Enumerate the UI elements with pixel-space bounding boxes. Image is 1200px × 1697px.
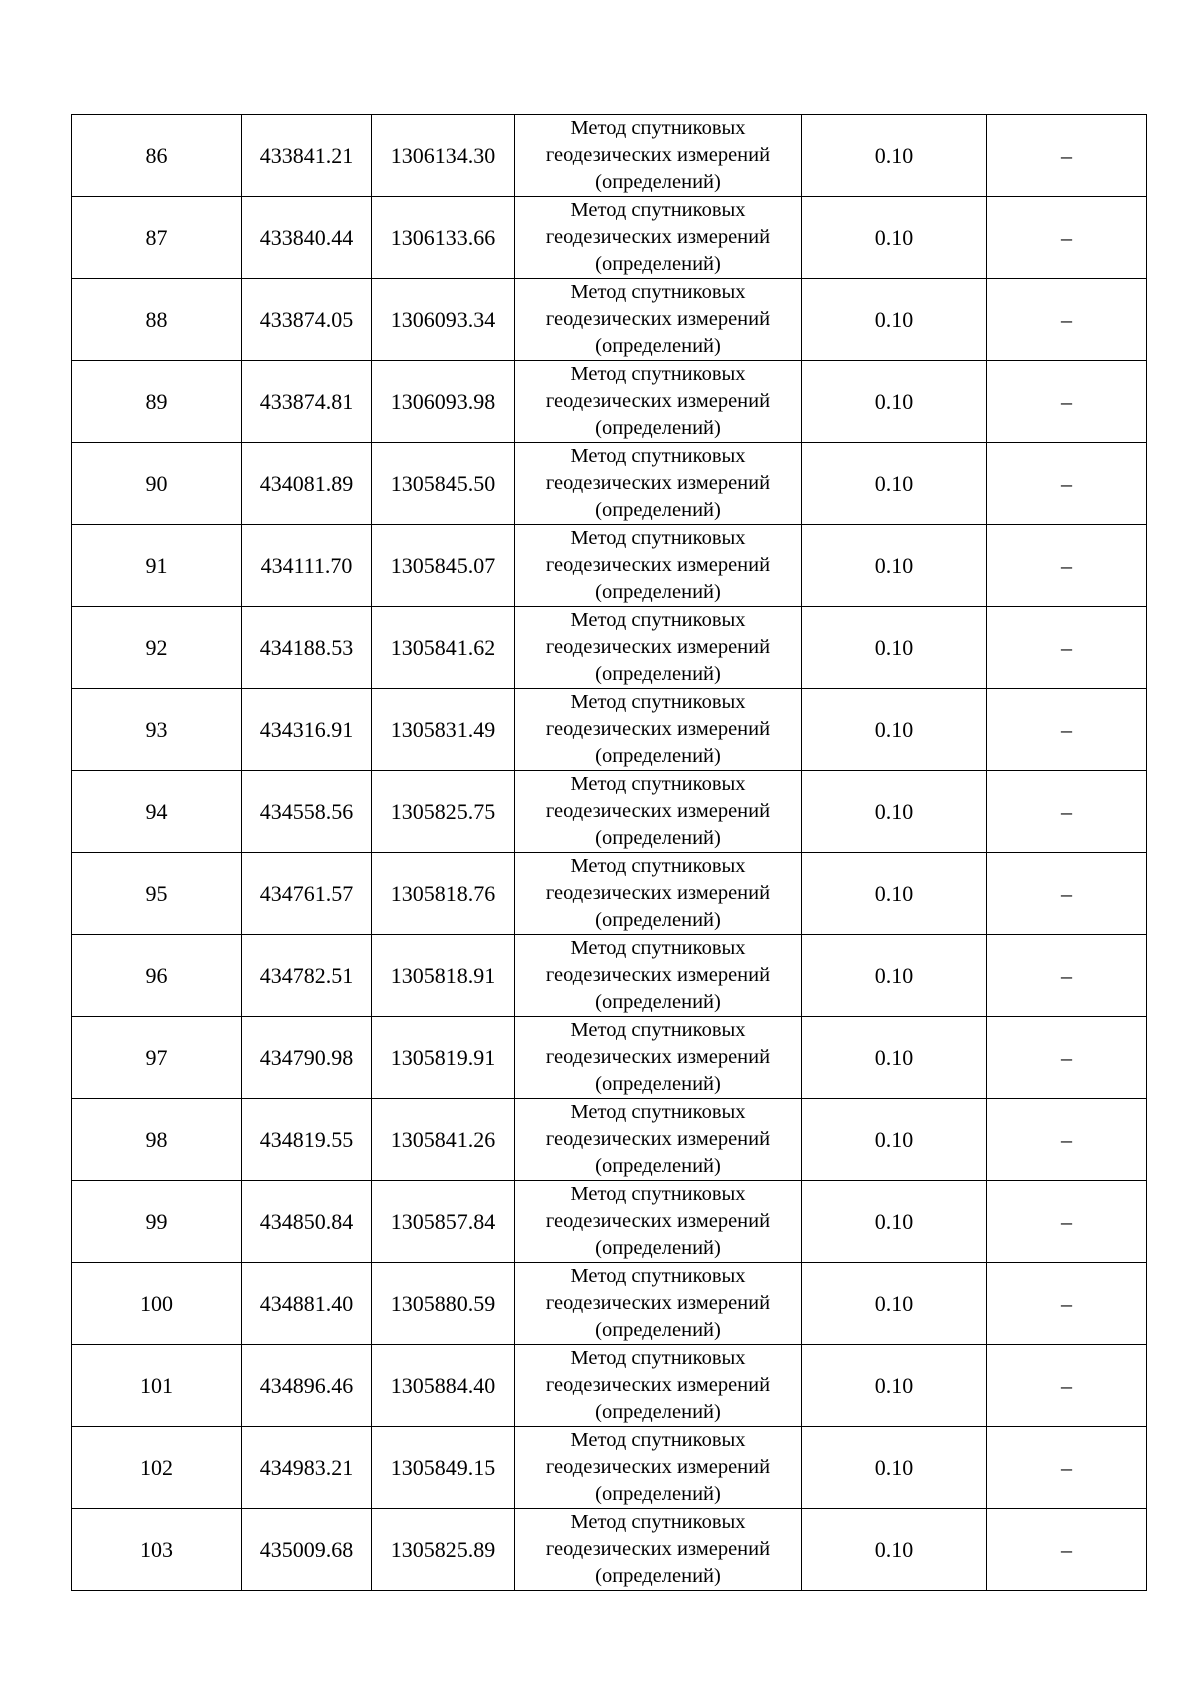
method-cell <box>515 1181 802 1263</box>
table-row <box>72 1017 1147 1099</box>
method-cell <box>515 689 802 771</box>
table-row <box>72 1181 1147 1263</box>
method-line: геодезических измерений <box>545 964 771 986</box>
note-cell: – <box>987 279 1147 361</box>
x-coordinate-cell: 434850.84 <box>242 1181 372 1263</box>
x-coordinate-cell: 434081.89 <box>242 443 372 525</box>
method-line: Метод спутниковых <box>570 1183 746 1205</box>
method-line: геодезических измерений <box>545 390 771 412</box>
x-coordinate-cell: 434896.46 <box>242 1345 372 1427</box>
table-row <box>72 689 1147 771</box>
method-line: (определений) <box>595 1565 721 1587</box>
point-number-cell: 102 <box>72 1427 242 1509</box>
method-line: Метод спутниковых <box>570 937 746 959</box>
note-cell: – <box>987 525 1147 607</box>
method-line: геодезических измерений <box>545 1374 771 1396</box>
note-cell: – <box>987 1345 1147 1427</box>
note-cell: – <box>987 361 1147 443</box>
table-row <box>72 197 1147 279</box>
method-line: (определений) <box>595 1319 721 1341</box>
y-coordinate-cell: 1306133.66 <box>372 197 515 279</box>
table-row <box>72 279 1147 361</box>
method-line: Метод спутниковых <box>570 1101 746 1123</box>
note-cell: – <box>987 1181 1147 1263</box>
method-line: (определений) <box>595 417 721 439</box>
accuracy-cell: 0.10 <box>802 1345 987 1427</box>
method-cell <box>515 1509 802 1591</box>
point-number-cell: 90 <box>72 443 242 525</box>
method-line: геодезических измерений <box>545 144 771 166</box>
method-cell <box>515 1345 802 1427</box>
table-row <box>72 115 1147 197</box>
method-line: Метод спутниковых <box>570 281 746 303</box>
method-line: Метод спутниковых <box>570 773 746 795</box>
accuracy-cell: 0.10 <box>802 689 987 771</box>
method-cell <box>515 935 802 1017</box>
table-row <box>72 1427 1147 1509</box>
point-number-cell: 94 <box>72 771 242 853</box>
y-coordinate-cell: 1305818.91 <box>372 935 515 1017</box>
y-coordinate-cell: 1305841.26 <box>372 1099 515 1181</box>
note-cell: – <box>987 443 1147 525</box>
point-number-cell: 96 <box>72 935 242 1017</box>
accuracy-cell: 0.10 <box>802 853 987 935</box>
accuracy-cell: 0.10 <box>802 279 987 361</box>
table-row <box>72 935 1147 1017</box>
table-row <box>72 607 1147 689</box>
y-coordinate-cell: 1306134.30 <box>372 115 515 197</box>
y-coordinate-cell: 1305825.89 <box>372 1509 515 1591</box>
y-coordinate-cell: 1305825.75 <box>372 771 515 853</box>
method-line: Метод спутниковых <box>570 199 746 221</box>
note-cell: – <box>987 607 1147 689</box>
table-row <box>72 1263 1147 1345</box>
note-cell: – <box>987 1099 1147 1181</box>
y-coordinate-cell: 1305819.91 <box>372 1017 515 1099</box>
method-line: Метод спутниковых <box>570 1347 746 1369</box>
point-number-cell: 99 <box>72 1181 242 1263</box>
method-line: (определений) <box>595 1401 721 1423</box>
method-cell <box>515 1017 802 1099</box>
method-line: геодезических измерений <box>545 554 771 576</box>
accuracy-cell: 0.10 <box>802 115 987 197</box>
y-coordinate-cell: 1306093.34 <box>372 279 515 361</box>
method-line: геодезических измерений <box>545 1210 771 1232</box>
method-line: геодезических измерений <box>545 308 771 330</box>
method-line: (определений) <box>595 663 721 685</box>
note-cell: – <box>987 771 1147 853</box>
x-coordinate-cell: 435009.68 <box>242 1509 372 1591</box>
point-number-cell: 98 <box>72 1099 242 1181</box>
y-coordinate-cell: 1305831.49 <box>372 689 515 771</box>
note-cell: – <box>987 1263 1147 1345</box>
method-line: геодезических измерений <box>545 800 771 822</box>
method-line: (определений) <box>595 745 721 767</box>
method-line: геодезических измерений <box>545 1046 771 1068</box>
point-number-cell: 91 <box>72 525 242 607</box>
note-cell: – <box>987 935 1147 1017</box>
accuracy-cell: 0.10 <box>802 935 987 1017</box>
table-row <box>72 853 1147 935</box>
method-line: (определений) <box>595 1237 721 1259</box>
note-cell: – <box>987 689 1147 771</box>
method-cell <box>515 443 802 525</box>
note-cell: – <box>987 1509 1147 1591</box>
point-number-cell: 86 <box>72 115 242 197</box>
x-coordinate-cell: 434558.56 <box>242 771 372 853</box>
x-coordinate-cell: 434761.57 <box>242 853 372 935</box>
method-line: геодезических измерений <box>545 1292 771 1314</box>
method-line: Метод спутниковых <box>570 117 746 139</box>
x-coordinate-cell: 433841.21 <box>242 115 372 197</box>
method-line: геодезических измерений <box>545 636 771 658</box>
accuracy-cell: 0.10 <box>802 1181 987 1263</box>
method-line: (определений) <box>595 1155 721 1177</box>
y-coordinate-cell: 1305849.15 <box>372 1427 515 1509</box>
note-cell: – <box>987 197 1147 279</box>
x-coordinate-cell: 434188.53 <box>242 607 372 689</box>
accuracy-cell: 0.10 <box>802 1099 987 1181</box>
y-coordinate-cell: 1305884.40 <box>372 1345 515 1427</box>
point-number-cell: 97 <box>72 1017 242 1099</box>
note-cell: – <box>987 853 1147 935</box>
x-coordinate-cell: 434111.70 <box>242 525 372 607</box>
x-coordinate-cell: 434983.21 <box>242 1427 372 1509</box>
table-row <box>72 771 1147 853</box>
method-line: Метод спутниковых <box>570 445 746 467</box>
method-line: (определений) <box>595 335 721 357</box>
method-cell <box>515 361 802 443</box>
note-cell: – <box>987 1017 1147 1099</box>
method-cell <box>515 607 802 689</box>
coordinates-table <box>71 114 1147 1591</box>
y-coordinate-cell: 1305880.59 <box>372 1263 515 1345</box>
note-cell: – <box>987 115 1147 197</box>
method-line: Метод спутниковых <box>570 527 746 549</box>
method-line: Метод спутниковых <box>570 609 746 631</box>
method-line: геодезических измерений <box>545 718 771 740</box>
method-line: геодезических измерений <box>545 1538 771 1560</box>
point-number-cell: 101 <box>72 1345 242 1427</box>
method-line: Метод спутниковых <box>570 1019 746 1041</box>
method-line: (определений) <box>595 1483 721 1505</box>
method-line: Метод спутниковых <box>570 855 746 877</box>
method-cell <box>515 1427 802 1509</box>
method-line: геодезических измерений <box>545 1128 771 1150</box>
table-row <box>72 1099 1147 1181</box>
method-line: геодезических измерений <box>545 1456 771 1478</box>
point-number-cell: 88 <box>72 279 242 361</box>
method-line: (определений) <box>595 171 721 193</box>
method-cell <box>515 771 802 853</box>
accuracy-cell: 0.10 <box>802 1427 987 1509</box>
table-row <box>72 361 1147 443</box>
method-cell <box>515 279 802 361</box>
x-coordinate-cell: 433840.44 <box>242 197 372 279</box>
table-row <box>72 443 1147 525</box>
point-number-cell: 93 <box>72 689 242 771</box>
accuracy-cell: 0.10 <box>802 443 987 525</box>
method-line: Метод спутниковых <box>570 691 746 713</box>
y-coordinate-cell: 1305845.07 <box>372 525 515 607</box>
method-line: (определений) <box>595 909 721 931</box>
point-number-cell: 95 <box>72 853 242 935</box>
y-coordinate-cell: 1305845.50 <box>372 443 515 525</box>
table-row <box>72 1509 1147 1591</box>
table-row <box>72 525 1147 607</box>
accuracy-cell: 0.10 <box>802 361 987 443</box>
accuracy-cell: 0.10 <box>802 197 987 279</box>
x-coordinate-cell: 434881.40 <box>242 1263 372 1345</box>
y-coordinate-cell: 1305857.84 <box>372 1181 515 1263</box>
method-line: Метод спутниковых <box>570 1265 746 1287</box>
method-line: геодезических измерений <box>545 882 771 904</box>
method-cell <box>515 115 802 197</box>
accuracy-cell: 0.10 <box>802 771 987 853</box>
method-line: Метод спутниковых <box>570 363 746 385</box>
table-row <box>72 1345 1147 1427</box>
accuracy-cell: 0.10 <box>802 1263 987 1345</box>
method-line: Метод спутниковых <box>570 1511 746 1533</box>
method-cell <box>515 1263 802 1345</box>
accuracy-cell: 0.10 <box>802 1017 987 1099</box>
x-coordinate-cell: 434790.98 <box>242 1017 372 1099</box>
accuracy-cell: 0.10 <box>802 607 987 689</box>
y-coordinate-cell: 1305818.76 <box>372 853 515 935</box>
x-coordinate-cell: 434316.91 <box>242 689 372 771</box>
note-cell: – <box>987 1427 1147 1509</box>
point-number-cell: 87 <box>72 197 242 279</box>
x-coordinate-cell: 434819.55 <box>242 1099 372 1181</box>
x-coordinate-cell: 433874.05 <box>242 279 372 361</box>
accuracy-cell: 0.10 <box>802 525 987 607</box>
coordinates-table-body <box>72 115 1147 1591</box>
y-coordinate-cell: 1305841.62 <box>372 607 515 689</box>
method-line: (определений) <box>595 581 721 603</box>
point-number-cell: 103 <box>72 1509 242 1591</box>
method-line: (определений) <box>595 1073 721 1095</box>
method-cell <box>515 525 802 607</box>
method-cell <box>515 853 802 935</box>
point-number-cell: 89 <box>72 361 242 443</box>
method-line: (определений) <box>595 253 721 275</box>
y-coordinate-cell: 1306093.98 <box>372 361 515 443</box>
method-line: геодезических измерений <box>545 226 771 248</box>
method-line: (определений) <box>595 499 721 521</box>
point-number-cell: 100 <box>72 1263 242 1345</box>
method-cell <box>515 1099 802 1181</box>
method-line: (определений) <box>595 827 721 849</box>
method-line: Метод спутниковых <box>570 1429 746 1451</box>
method-cell <box>515 197 802 279</box>
x-coordinate-cell: 434782.51 <box>242 935 372 1017</box>
x-coordinate-cell: 433874.81 <box>242 361 372 443</box>
accuracy-cell: 0.10 <box>802 1509 987 1591</box>
point-number-cell: 92 <box>72 607 242 689</box>
method-line: геодезических измерений <box>545 472 771 494</box>
method-line: (определений) <box>595 991 721 1013</box>
